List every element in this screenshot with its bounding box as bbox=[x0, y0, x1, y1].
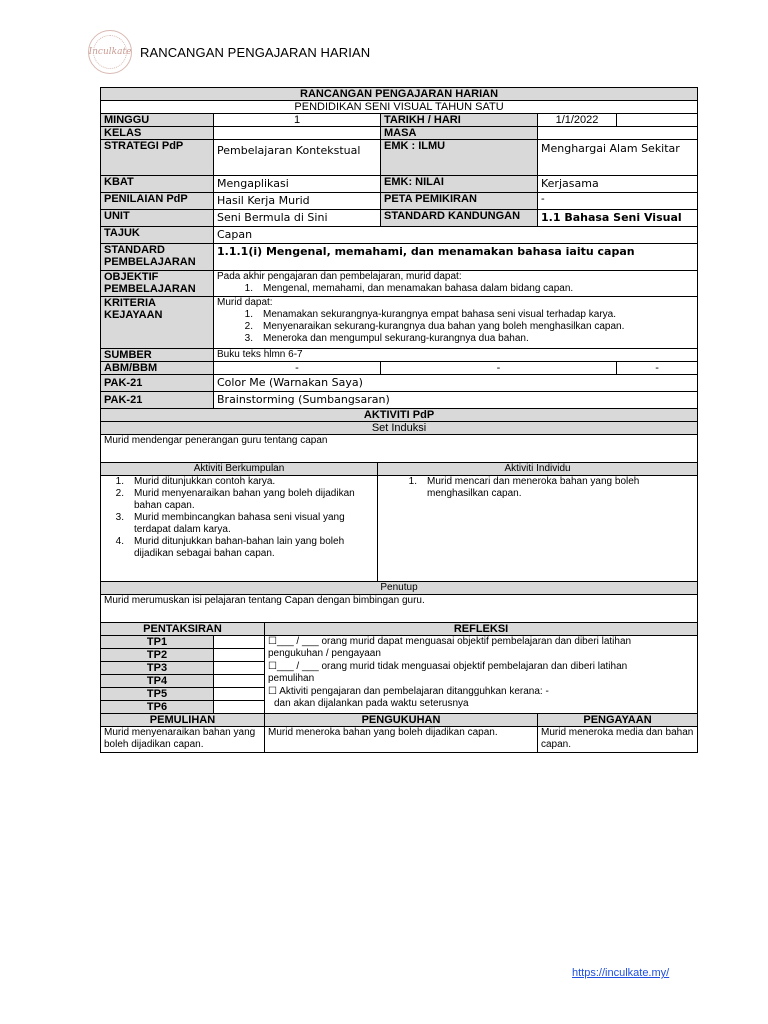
tp3-label: TP3 bbox=[101, 662, 214, 675]
tp1-value bbox=[214, 636, 265, 649]
individu-list bbox=[381, 476, 694, 500]
sumber-label: SUMBER bbox=[101, 349, 214, 362]
standard-pembelajaran-label-line-1: STANDARD bbox=[104, 244, 165, 256]
aktiviti-heading: AKTIVITI PdP bbox=[101, 409, 698, 422]
penilaian-label: PENILAIAN PdP bbox=[101, 193, 214, 210]
tp6-label: TP6 bbox=[101, 701, 214, 714]
table-subtitle: PENDIDIKAN SENI VISUAL TAHUN SATU bbox=[101, 101, 698, 114]
rph-table bbox=[100, 87, 698, 753]
list-item: 1. Murid ditunjukkan contoh karya. bbox=[115, 476, 276, 487]
minggu-label: MINGGU bbox=[101, 114, 214, 127]
pengayaan-text: Murid meneroka media dan bahan capan. bbox=[538, 727, 698, 753]
abm-value-2: - bbox=[381, 362, 617, 375]
objektif-label bbox=[101, 271, 214, 297]
tp4-label: TP4 bbox=[101, 675, 214, 688]
refleksi-heading: REFLEKSI bbox=[265, 623, 698, 636]
tp2-label: TP2 bbox=[101, 649, 214, 662]
page-header-title: RANCANGAN PENGAJARAN HARIAN bbox=[140, 44, 371, 60]
pak21-value-2: Brainstorming (Sumbangsaran) bbox=[214, 392, 698, 409]
tp6-value bbox=[214, 701, 265, 714]
objektif-intro: Pada akhir pengajaran dan pembelajaran, murid dapat: bbox=[217, 271, 462, 282]
penutup-text: Murid merumuskan isi pelajaran tentang Capan dengan bimbingan guru. bbox=[101, 595, 698, 623]
tajuk-value: Capan bbox=[214, 227, 698, 244]
unit-value: Seni Bermula di Sini bbox=[214, 210, 381, 227]
berkumpulan-heading: Aktiviti Berkumpulan bbox=[101, 463, 378, 476]
table-title: RANCANGAN PENGAJARAN HARIAN bbox=[101, 88, 698, 101]
individu-value bbox=[378, 476, 698, 582]
list-item: 1. Mengenal, memahami, dan menamakan bahasa dalam bidang capan. bbox=[244, 283, 574, 294]
objektif-label-line-2: PEMBELAJARAN bbox=[104, 283, 196, 295]
unit-label: UNIT bbox=[101, 210, 214, 227]
page-header bbox=[88, 30, 370, 74]
tp4-value bbox=[214, 675, 265, 688]
tp2-value bbox=[214, 649, 265, 662]
standard-pembelajaran-value: 1.1.1(i) Mengenal, memahami, dan menamakan bahasa iaitu capan bbox=[214, 244, 698, 271]
set-induksi-heading: Set Induksi bbox=[101, 422, 698, 435]
minggu-value: 1 bbox=[214, 114, 381, 127]
penilaian-value: Hasil Kerja Murid bbox=[214, 193, 381, 210]
refleksi-line-2b: pemulihan bbox=[268, 673, 315, 684]
kriteria-label-line-2: KEJAYAAN bbox=[104, 309, 163, 321]
standard-kandungan-value: 1.1 Bahasa Seni Visual bbox=[538, 210, 698, 227]
standard-kandungan-label: STANDARD KANDUNGAN bbox=[381, 210, 538, 227]
logo-text: Inculkate bbox=[88, 47, 132, 57]
tarikh-label: TARIKH / HARI bbox=[381, 114, 538, 127]
pak21-label-2: PAK-21 bbox=[101, 392, 214, 409]
tajuk-label: TAJUK bbox=[101, 227, 214, 244]
pak21-value-1: Color Me (Warnakan Saya) bbox=[214, 375, 698, 392]
objektif-list bbox=[217, 283, 694, 295]
peta-label: PETA PEMIKIRAN bbox=[381, 193, 538, 210]
pemulihan-text: Murid menyenaraikan bahan yang boleh dijadikan capan. bbox=[101, 727, 265, 753]
tarikh-blank bbox=[617, 114, 698, 127]
list-item: 1. Menamakan sekurangnya-kurangnya empat bahasa seni visual terhadap karya. bbox=[244, 309, 616, 320]
objektif-label-line-1: OBJEKTIF bbox=[104, 271, 159, 283]
tp3-value bbox=[214, 662, 265, 675]
tp1-label: TP1 bbox=[101, 636, 214, 649]
tp5-value bbox=[214, 688, 265, 701]
kriteria-value bbox=[214, 297, 698, 349]
website-link[interactable]: https://inculkate.my/ bbox=[572, 967, 670, 979]
standard-pembelajaran-label-line-2: PEMBELAJARAN bbox=[104, 256, 196, 268]
emk-nilai-label: EMK: NILAI bbox=[381, 176, 538, 193]
strategi-value: Pembelajaran Kontekstual bbox=[214, 140, 381, 176]
tp5-label: TP5 bbox=[101, 688, 214, 701]
list-item: 4. Murid ditunjukkan bahan-bahan lain yang boleh dijadikan sebagai bahan capan. bbox=[115, 536, 345, 559]
sumber-value: Buku teks hlmn 6-7 bbox=[214, 349, 698, 362]
kriteria-label bbox=[101, 297, 214, 349]
kelas-value bbox=[214, 127, 381, 140]
masa-label: MASA bbox=[381, 127, 538, 140]
penutup-heading: Penutup bbox=[101, 582, 698, 595]
list-item: 2. Menyenaraikan sekurang-kurangnya dua bahan yang boleh menghasilkan capan. bbox=[244, 321, 625, 332]
individu-heading: Aktiviti Individu bbox=[378, 463, 698, 476]
berkumpulan-value bbox=[101, 476, 378, 582]
kelas-label: KELAS bbox=[101, 127, 214, 140]
kriteria-label-line-1: KRITERIA bbox=[104, 297, 156, 309]
list-item: 1. Murid mencari dan meneroka bahan yang boleh menghasilkan capan. bbox=[408, 476, 640, 499]
kbat-value: Mengaplikasi bbox=[214, 176, 381, 193]
pengayaan-heading: PENGAYAAN bbox=[538, 714, 698, 727]
refleksi-value bbox=[265, 636, 698, 714]
pak21-label-1: PAK-21 bbox=[101, 375, 214, 392]
list-item: 2. Murid menyenaraikan bahan yang boleh dijadikan bahan capan. bbox=[115, 488, 355, 511]
refleksi-line-3a: ☐ Aktiviti pengajaran dan pembelajaran ditangguhkan kerana: - bbox=[268, 686, 549, 697]
emk-ilmu-value: Menghargai Alam Sekitar bbox=[538, 140, 698, 176]
peta-value: - bbox=[538, 193, 698, 210]
kriteria-intro: Murid dapat: bbox=[217, 297, 273, 308]
abm-label: ABM/BBM bbox=[101, 362, 214, 375]
emk-nilai-value: Kerjasama bbox=[538, 176, 698, 193]
inculkate-seal-logo-icon bbox=[88, 30, 132, 74]
refleksi-line-1b: pengukuhan / pengayaan bbox=[268, 648, 381, 659]
tarikh-value: 1/1/2022 bbox=[538, 114, 617, 127]
pengukuhan-heading: PENGUKUHAN bbox=[265, 714, 538, 727]
objektif-value bbox=[214, 271, 698, 297]
pemulihan-heading: PEMULIHAN bbox=[101, 714, 265, 727]
refleksi-line-3b: dan akan dijalankan pada waktu seterusnya bbox=[274, 698, 469, 709]
standard-pembelajaran-label bbox=[101, 244, 214, 271]
abm-value-1: - bbox=[214, 362, 381, 375]
strategi-label: STRATEGI PdP bbox=[101, 140, 214, 176]
emk-ilmu-label: EMK : ILMU bbox=[381, 140, 538, 176]
pengukuhan-text: Murid meneroka bahan yang boleh dijadikan capan. bbox=[265, 727, 538, 753]
berkumpulan-list bbox=[104, 476, 374, 560]
refleksi-line-1a: ☐___ / ___ orang murid dapat menguasai objektif pembelajaran dan diberi latihan bbox=[268, 636, 632, 647]
masa-value bbox=[538, 127, 698, 140]
abm-value-3: - bbox=[617, 362, 698, 375]
kriteria-list bbox=[217, 309, 694, 345]
pentaksiran-heading: PENTAKSIRAN bbox=[101, 623, 265, 636]
list-item: 3. Murid membincangkan bahasa seni visual yang terdapat dalam karya. bbox=[115, 512, 345, 535]
refleksi-line-2a: ☐___ / ___ orang murid tidak menguasai objektif pembelajaran dan diberi latihan bbox=[268, 661, 628, 672]
kbat-label: KBAT bbox=[101, 176, 214, 193]
set-induksi-text: Murid mendengar penerangan guru tentang capan bbox=[101, 435, 698, 463]
list-item: 3. Meneroka dan mengumpul sekurang-kurangnya dua bahan. bbox=[244, 333, 529, 344]
